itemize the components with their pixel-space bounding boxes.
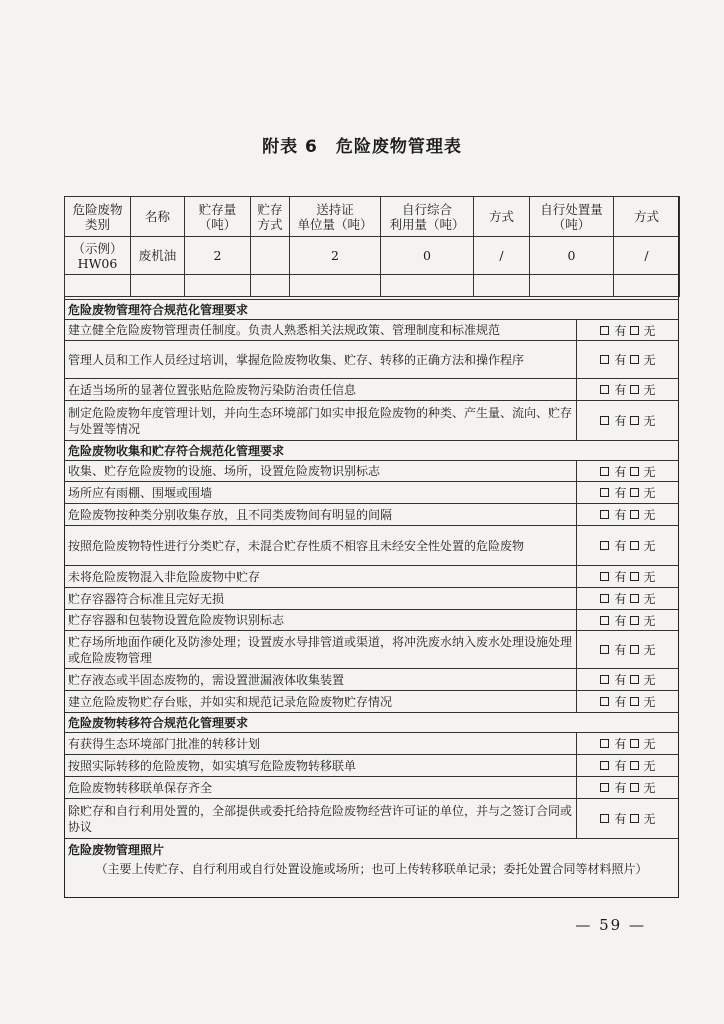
checkbox-icon[interactable] xyxy=(630,467,639,476)
header-cell: 危险废物 类别 xyxy=(65,197,131,237)
checkbox-icon[interactable] xyxy=(600,488,609,497)
checkbox-icon[interactable] xyxy=(630,541,639,550)
requirement-row xyxy=(64,378,679,400)
requirement-text: 按照实际转移的危险废物，如实填写危险废物转移联单 xyxy=(64,755,577,776)
checkbox-icon[interactable] xyxy=(600,510,609,519)
page-title: 附表 6 危险废物管理表 xyxy=(262,137,462,157)
checkbox-icon[interactable] xyxy=(630,326,639,335)
checkbox-icon[interactable] xyxy=(630,645,639,654)
example-self-utilized: 0 xyxy=(381,237,474,275)
checkbox-icon[interactable] xyxy=(630,510,639,519)
header-cell: 名称 xyxy=(131,197,185,237)
example-self-disposed: 0 xyxy=(530,237,614,275)
example-category: （示例） HW06 xyxy=(65,237,131,275)
header-cell: 方式 xyxy=(614,197,680,237)
requirement-row xyxy=(64,587,679,609)
yes-no-choice[interactable]: 有 无 xyxy=(577,341,679,378)
requirement-text: 建立危险废物贮存台账，并如实和规范记录危险废物贮存情况 xyxy=(64,691,577,712)
section-heading: 危险废物转移符合规范化管理要求 xyxy=(64,712,679,732)
requirement-row xyxy=(64,319,679,340)
requirement-text: 除贮存和自行利用处置的，全部提供或委托给持危险废物经营许可证的单位，并与之签订合同或协议 xyxy=(64,799,577,838)
requirement-text: 制定危险废物年度管理计划，并向生态环境部门如实申报危险废物的种类、产生量、流向、贮存与处置等情况 xyxy=(64,401,577,440)
requirement-text: 未将危险废物混入非危险废物中贮存 xyxy=(64,566,577,587)
checkbox-icon[interactable] xyxy=(630,814,639,823)
yes-no-choice[interactable]: 有 无 xyxy=(577,588,679,609)
example-storage: 2 xyxy=(185,237,251,275)
page-number: — 59 — xyxy=(575,916,646,934)
yes-no-choice[interactable]: 有 无 xyxy=(577,566,679,587)
requirement-text: 在适当场所的显著位置张贴危险废物污染防治责任信息 xyxy=(64,379,577,400)
requirement-row xyxy=(64,798,679,838)
header-cell: 自行综合 利用量（吨） xyxy=(381,197,474,237)
blank-row xyxy=(65,275,680,297)
yes-no-choice[interactable]: 有 无 xyxy=(577,777,679,798)
example-disp-method: / xyxy=(614,237,680,275)
requirement-row xyxy=(64,776,679,798)
header-cell: 贮存 方式 xyxy=(251,197,290,237)
header-cell: 送持证 单位量（吨） xyxy=(290,197,381,237)
example-name: 废机油 xyxy=(131,237,185,275)
section-heading: 危险废物管理符合规范化管理要求 xyxy=(64,299,679,319)
checkbox-icon[interactable] xyxy=(600,326,609,335)
requirement-row xyxy=(64,754,679,776)
checkbox-icon[interactable] xyxy=(630,385,639,394)
checkbox-icon[interactable] xyxy=(600,594,609,603)
requirement-row xyxy=(64,525,679,565)
yes-no-choice[interactable]: 有 无 xyxy=(577,631,679,668)
checkbox-icon[interactable] xyxy=(630,739,639,748)
example-row xyxy=(65,237,680,275)
requirement-text: 按照危险废物特性进行分类贮存，未混合贮存性质不相容且未经安全性处置的危险废物 xyxy=(64,526,577,565)
checkbox-icon[interactable] xyxy=(600,697,609,706)
photo-upload-note: （主要上传贮存、自行利用或自行处置设施或场所；也可上传转移联单记录；委托处置合同等材料照片） xyxy=(95,862,648,876)
checkbox-icon[interactable] xyxy=(600,675,609,684)
section-heading: 危险废物收集和贮存符合规范化管理要求 xyxy=(64,440,679,460)
requirement-text: 有获得生态环境部门批准的转移计划 xyxy=(64,733,577,754)
table-header-row xyxy=(65,197,680,237)
checkbox-icon[interactable] xyxy=(630,697,639,706)
requirement-text: 贮存液态或半固态废物的，需设置泄漏液体收集装置 xyxy=(64,669,577,690)
yes-no-choice[interactable]: 有 无 xyxy=(577,482,679,503)
yes-no-choice[interactable]: 有 无 xyxy=(577,733,679,754)
requirement-text: 危险废物按种类分别收集存放，且不同类废物间有明显的间隔 xyxy=(64,504,577,525)
checkbox-icon[interactable] xyxy=(600,739,609,748)
checkbox-icon[interactable] xyxy=(600,467,609,476)
header-cell: 自行处置量 （吨） xyxy=(530,197,614,237)
requirement-row xyxy=(64,460,679,481)
requirement-text: 危险废物转移联单保存齐全 xyxy=(64,777,577,798)
yes-no-choice[interactable]: 有 无 xyxy=(577,691,679,712)
checkbox-icon[interactable] xyxy=(630,675,639,684)
yes-no-choice[interactable]: 有 无 xyxy=(577,461,679,481)
checkbox-icon[interactable] xyxy=(600,416,609,425)
yes-no-choice[interactable]: 有 无 xyxy=(577,320,679,340)
checkbox-icon[interactable] xyxy=(630,783,639,792)
requirement-text: 建立健全危险废物管理责任制度。负责人熟悉相关法规政策、管理制度和标准规范 xyxy=(64,320,577,340)
checkbox-icon[interactable] xyxy=(630,416,639,425)
requirement-row xyxy=(64,481,679,503)
requirement-text: 管理人员和工作人员经过培训，掌握危险废物收集、贮存、转移的正确方法和操作程序 xyxy=(64,341,577,378)
requirement-text: 贮存场所地面作硬化及防渗处理；设置废水导排管道或渠道，将冲洗废水纳入废水处理设施处理或危险废物管理 xyxy=(64,631,577,668)
checkbox-icon[interactable] xyxy=(600,572,609,581)
yes-no-choice[interactable]: 有 无 xyxy=(577,755,679,776)
checkbox-icon[interactable] xyxy=(600,783,609,792)
requirement-row xyxy=(64,565,679,587)
checkbox-icon[interactable] xyxy=(600,761,609,770)
requirement-row xyxy=(64,668,679,690)
checkbox-icon[interactable] xyxy=(600,385,609,394)
requirement-text: 贮存容器和包装物设置危险废物识别标志 xyxy=(64,610,577,630)
checkbox-icon[interactable] xyxy=(630,572,639,581)
section-heading: 危险废物管理照片 xyxy=(64,838,679,860)
checkbox-icon[interactable] xyxy=(600,814,609,823)
checkbox-icon[interactable] xyxy=(630,594,639,603)
yes-no-choice[interactable]: 有 无 xyxy=(577,401,679,440)
checkbox-icon[interactable] xyxy=(630,761,639,770)
example-transferred: 2 xyxy=(290,237,381,275)
example-storage-method xyxy=(251,237,290,275)
checkbox-icon[interactable] xyxy=(630,616,639,625)
requirement-row xyxy=(64,630,679,668)
yes-no-choice[interactable]: 有 无 xyxy=(577,504,679,525)
requirement-row xyxy=(64,400,679,440)
requirement-row xyxy=(64,690,679,712)
yes-no-choice[interactable]: 有 无 xyxy=(577,669,679,690)
checkbox-icon[interactable] xyxy=(630,355,639,364)
requirement-row xyxy=(64,732,679,754)
requirement-row xyxy=(64,503,679,525)
checkbox-icon[interactable] xyxy=(600,616,609,625)
yes-no-choice[interactable]: 有 无 xyxy=(577,610,679,630)
requirement-row xyxy=(64,609,679,630)
checkbox-icon[interactable] xyxy=(600,541,609,550)
waste-summary-table xyxy=(64,196,680,297)
header-cell: 方式 xyxy=(474,197,530,237)
yes-no-choice[interactable]: 有 无 xyxy=(577,799,679,838)
requirement-row xyxy=(64,340,679,378)
requirement-text: 贮存容器符合标准且完好无损 xyxy=(64,588,577,609)
yes-no-choice[interactable]: 有 无 xyxy=(577,379,679,400)
checkbox-icon[interactable] xyxy=(630,488,639,497)
checkbox-icon[interactable] xyxy=(600,645,609,654)
yes-no-choice[interactable]: 有 无 xyxy=(577,526,679,565)
requirement-text: 收集、贮存危险废物的设施、场所，设置危险废物识别标志 xyxy=(64,461,577,481)
example-util-method: / xyxy=(474,237,530,275)
checkbox-icon[interactable] xyxy=(600,355,609,364)
header-cell: 贮存量 （吨） xyxy=(185,197,251,237)
requirement-text: 场所应有雨棚、围堰或围墙 xyxy=(64,482,577,503)
